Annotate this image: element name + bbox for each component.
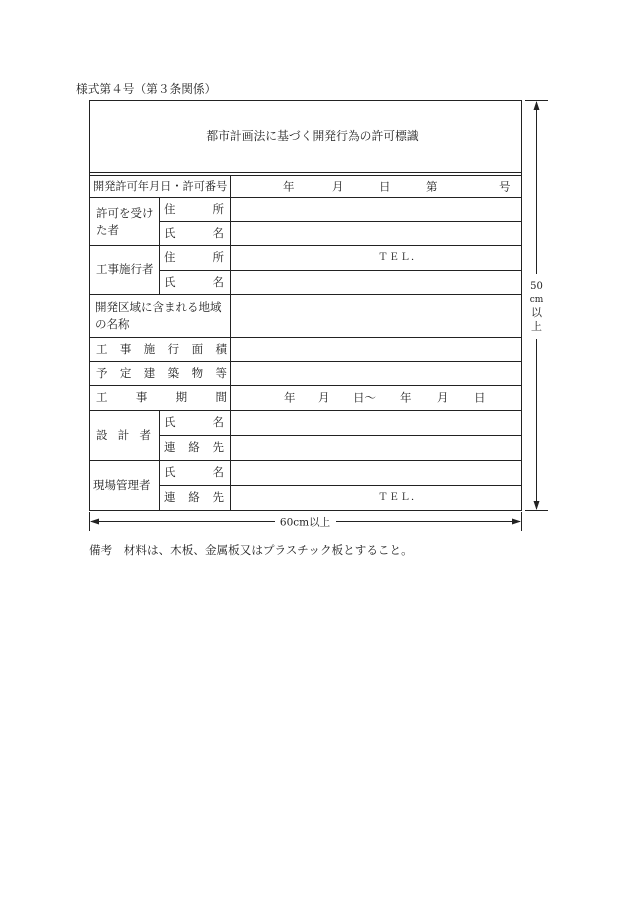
permit-value-cell	[230, 175, 521, 197]
permit-month-unit: 月	[332, 178, 344, 193]
construction-period-label	[96, 392, 227, 404]
period-end-month-unit: 月	[437, 390, 449, 405]
label-char: 所	[212, 201, 224, 216]
period-end-day-unit: 日	[474, 390, 486, 405]
construction-area-label	[96, 341, 227, 356]
construction-area-label-cell	[89, 337, 230, 361]
label-char: 氏	[164, 274, 176, 289]
contractor-name-label-cell	[159, 270, 230, 294]
label-char: 住	[164, 201, 176, 216]
construction-period-value	[230, 385, 521, 410]
permit-year-unit: 年	[283, 178, 295, 193]
site-manager-name-label-cell	[159, 460, 230, 485]
contractor-address-label-cell	[159, 245, 230, 270]
period-end-year-unit: 年	[400, 390, 412, 405]
label-char: 住	[164, 250, 176, 265]
permittee-address-value	[230, 197, 521, 221]
width-arrow-left-icon	[90, 519, 99, 525]
remarks-note: 備考 材料は、木板、金属板又はプラスチック板とすること。	[89, 543, 413, 557]
height-arrow-down-icon	[534, 501, 540, 510]
permittee-address-label-cell	[159, 197, 230, 221]
sign-title-cell	[89, 100, 521, 172]
width-label: 60cm以上	[279, 516, 331, 529]
width-arrow-right-icon	[512, 519, 521, 525]
height-value: 50	[530, 281, 543, 292]
label-char: 行	[167, 341, 180, 356]
planned-buildings-label-cell	[89, 361, 230, 385]
label-char: 工	[96, 390, 108, 405]
site-manager-contact-label-cell	[159, 485, 230, 510]
permittee-label-line2: た者	[96, 222, 119, 237]
permittee-label-cell	[89, 197, 159, 245]
permittee-name-label	[164, 225, 224, 240]
label-char: 設	[96, 427, 108, 442]
site-manager-label-cell	[89, 460, 159, 510]
label-char: 連	[164, 440, 176, 455]
label-char: 工	[96, 341, 108, 356]
site-manager-name-value	[230, 460, 521, 485]
area-name-label-line1: 開発区域に含まれる地域	[95, 300, 222, 314]
permittee-name-label-cell	[159, 221, 230, 245]
planned-buildings-label	[96, 365, 227, 380]
height-unit: cm	[529, 295, 544, 305]
height-suffix-2: 上	[531, 320, 542, 333]
label-char: 物	[191, 365, 204, 380]
label-char: 面	[191, 341, 204, 356]
label-char: 先	[212, 440, 224, 455]
permit-number-suffix: 号	[499, 178, 511, 193]
construction-period-label-cell	[89, 385, 230, 410]
contractor-address-label	[164, 252, 224, 264]
label-char: 氏	[164, 225, 176, 240]
permit-number-prefix: 第	[426, 178, 438, 193]
label-char: 名	[212, 415, 224, 430]
label-char: 間	[215, 390, 227, 405]
contractor-label-cell	[89, 245, 159, 294]
area-name-value	[230, 294, 521, 337]
permittee-label	[96, 205, 154, 238]
label-char: 事	[119, 341, 132, 356]
period-start-month-unit: 月	[318, 390, 330, 405]
label-char: 所	[212, 250, 224, 265]
designer-name-label-cell	[159, 410, 230, 435]
label-char: 絡	[188, 440, 200, 455]
label-char: 等	[215, 365, 227, 380]
area-name-label-line2: の名称	[95, 317, 130, 331]
permittee-label-line1: 許可を受け	[96, 206, 154, 220]
designer-name-label	[164, 417, 224, 429]
label-char: 氏	[164, 465, 176, 480]
label-char: 名	[212, 465, 224, 480]
label-char: 予	[96, 365, 108, 380]
label-char: 期	[175, 390, 188, 405]
permit-sign-form	[89, 100, 522, 511]
period-start-year-unit: 年	[284, 390, 296, 405]
designer-contact-value	[230, 435, 521, 460]
label-char: 建	[143, 365, 156, 380]
permit-label: 開発許可年月日・許可番号	[93, 179, 228, 193]
site-manager-contact-value	[230, 485, 521, 510]
permittee-address-label	[164, 201, 224, 216]
site-manager-label: 現場管理者	[93, 477, 151, 492]
area-name-label-cell	[89, 294, 230, 337]
designer-name-value	[230, 410, 521, 435]
label-char: 計	[117, 427, 130, 442]
label-char: 積	[215, 341, 227, 356]
permit-label-cell	[89, 175, 230, 197]
designer-label-cell	[89, 410, 159, 460]
label-char: 者	[139, 427, 151, 442]
designer-contact-label	[164, 442, 224, 454]
height-arrow-up-icon	[534, 101, 540, 110]
label-char: 先	[212, 490, 224, 505]
contractor-name-label	[164, 274, 224, 289]
designer-label	[96, 427, 151, 442]
contractor-label: 工事施行者	[96, 262, 154, 277]
label-char: 氏	[164, 415, 176, 430]
label-char: 事	[135, 390, 148, 405]
contractor-name-value	[230, 270, 521, 294]
height-suffix-1: 以	[531, 306, 542, 319]
label-char: 連	[164, 490, 176, 505]
site-manager-tel-label: ＴＥＬ．	[378, 492, 422, 503]
label-char: 絡	[188, 490, 200, 505]
form-number: 様式第４号（第３条関係）	[76, 82, 217, 96]
permittee-name-value	[230, 221, 521, 245]
designer-contact-label-cell	[159, 435, 230, 460]
label-char: 名	[212, 225, 224, 240]
planned-buildings-value	[230, 361, 521, 385]
construction-area-value	[230, 337, 521, 361]
contractor-address-value	[230, 245, 521, 270]
period-start-day-unit: 日～	[353, 390, 376, 405]
label-char: 築	[167, 365, 180, 380]
label-char: 定	[119, 365, 132, 380]
label-char: 施	[143, 341, 156, 356]
label-char: 名	[212, 274, 224, 289]
sign-title: 都市計画法に基づく開発行為の許可標識	[206, 128, 419, 143]
site-manager-name-label	[164, 467, 224, 479]
area-name-label	[95, 299, 222, 333]
site-manager-contact-label	[164, 492, 224, 504]
permit-day-unit: 日	[379, 178, 391, 193]
contractor-tel-label: ＴＥＬ．	[378, 252, 422, 263]
